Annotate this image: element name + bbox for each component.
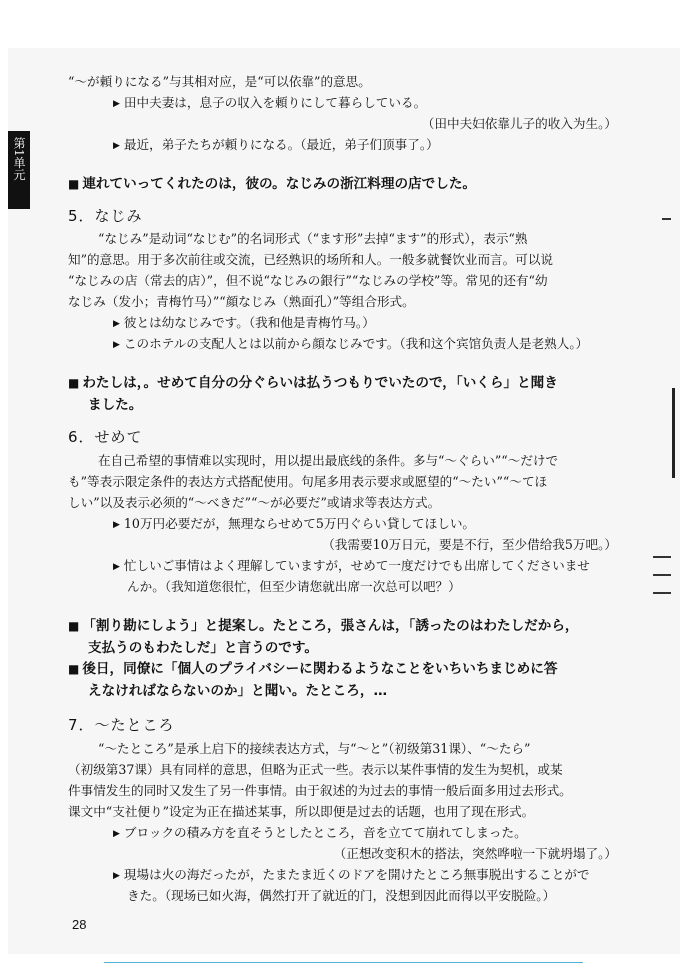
example-text: 最近，弟子たちが頼りになる。（最近，弟子们顶事了。） — [123, 137, 439, 152]
bottom-divider — [104, 962, 583, 963]
example-text: 田中夫妻は，息子の収入を頼りにして暮らしている。 — [123, 95, 427, 110]
example-text: 彼とは幼なじみです。（我和他是青梅竹马。） — [123, 315, 375, 330]
example-sentence — [113, 94, 673, 113]
text-line: 在自己希望的事情难以实现时，用以提出最底线的条件。多与“～ぐらい”“～だけで — [98, 453, 559, 468]
example-text: 現場は火の海だったが，たまたま近くのドアを開けたところ無事脱出することがで — [123, 867, 590, 882]
triangle-bullet-icon: ▶ — [113, 562, 120, 572]
scan-edge-mark — [653, 574, 671, 576]
page-number: 28 — [72, 917, 87, 932]
triangle-bullet-icon: ▶ — [113, 871, 120, 881]
square-bullet-icon: ■ — [68, 662, 80, 676]
key-sentence-continuation: 支払うのもわたしだ」と言うのです。 — [88, 640, 319, 656]
section-heading: 6．せめて — [68, 428, 143, 446]
triangle-bullet-icon: ▶ — [113, 829, 120, 839]
text-line: 知”的意思。用于多次前往或交流，已经熟识的场所和人。一般多就餐饮业而言。可以说 — [68, 252, 554, 267]
key-sentence-text: 「割り勘にしよう」と提案し。たところ，張さんは，「誘ったのはわたしだから， — [82, 618, 579, 634]
example-continuation: きた。（现场已如火海，偶然打开了就近的门，没想到因此而得以平安脱险。） — [127, 888, 556, 903]
chapter-tab — [8, 131, 30, 209]
example-text: 10万円必要だが，無理ならせめて5万円ぐらい貸してほしい。 — [123, 516, 476, 531]
key-sentence-text: わたしは，。せめて自分の分ぐらいは払うつもりでいたので，「いくら」と聞き — [82, 375, 558, 391]
triangle-bullet-icon: ▶ — [113, 520, 120, 530]
key-sentence — [68, 175, 628, 193]
triangle-bullet-icon: ▶ — [113, 340, 120, 350]
example-sentence — [113, 824, 673, 843]
example-sentence — [113, 557, 673, 576]
square-bullet-icon: ■ — [68, 619, 80, 633]
square-bullet-icon: ■ — [68, 376, 80, 390]
example-sentence — [113, 314, 673, 333]
key-sentence — [68, 617, 628, 635]
triangle-bullet-icon: ▶ — [113, 141, 120, 151]
text-line: “～が頼りになる”与其相对应，是“可以依靠”的意思。 — [68, 74, 371, 89]
square-bullet-icon: ■ — [68, 177, 80, 191]
text-line: しい”以及表示必须的“～べきだ”“～が必要だ”或请求等表达方式。 — [68, 495, 441, 510]
triangle-bullet-icon: ▶ — [113, 319, 120, 329]
scan-edge-mark — [653, 592, 671, 594]
key-sentence-text: 連れていってくれたのは，彼の。なじみの浙江料理の店でした。 — [82, 176, 477, 192]
text-line: （初级第37课）具有同样的意思，但略为正式一些。表示以某件事情的发生为契机，或某 — [68, 762, 563, 777]
section-heading: 7．～たところ — [68, 716, 175, 734]
key-sentence — [68, 374, 628, 392]
text-line: 件事情发生的同时又发生了另一件事情。由于叙述的为过去的事情一般后面多用过去形式。 — [68, 783, 572, 798]
key-sentence-continuation: ました。 — [88, 397, 143, 413]
translation-line: （正想改变积木的搭法，突然哗啦一下就坍塌了。） — [333, 846, 617, 861]
key-sentence-continuation: えなければならないのか」と聞い。たところ，… — [88, 683, 388, 699]
key-sentence-text: 後日，同僚に「個人のプライバシーに関わるようなことをいちいちまじめに答 — [82, 661, 558, 677]
triangle-bullet-icon: ▶ — [113, 99, 120, 109]
scan-edge-mark — [653, 556, 671, 558]
text-line: なじみ（发小；青梅竹马）”“顔なじみ（熟面孔）”等组合形式。 — [68, 294, 415, 309]
chapter-tab-text: 第1单元 — [12, 137, 26, 181]
example-sentence — [113, 515, 673, 534]
translation-line: （田中夫妇依靠儿子的收入为生。） — [421, 116, 617, 131]
example-sentence — [113, 866, 673, 885]
example-text: ブロックの積み方を直そうとしたところ，音を立てて崩れてしまった。 — [123, 825, 527, 840]
translation-line: （我需要10万日元，要是不行，至少借给我5万吧。） — [322, 537, 617, 552]
text-line: 课文中“支社便り”设定为正在描述某事，所以即便是过去的话题，也用了现在形式。 — [68, 804, 535, 819]
text-line: “なじみ”是动词“なじむ”的名词形式（“ます形”去掉“ます”的形式），表示“熟 — [98, 231, 528, 246]
scan-edge-mark — [672, 388, 675, 478]
key-sentence — [68, 660, 628, 678]
section-heading: 5．なじみ — [68, 207, 143, 225]
example-sentence — [113, 136, 673, 155]
text-line: “～たところ”是承上启下的接续表达方式，与“～と”（初级第31课）、“～たら” — [98, 741, 531, 756]
text-line: “なじみの店（常去的店）”，但不说“なじみの銀行”“なじみの学校”等。常见的还有“幼 — [68, 273, 548, 288]
scan-edge-mark — [662, 218, 671, 220]
text-line: も”等表示限定条件的表达方式搭配使用。句尾多用表示要求或愿望的“～たい”“～てほ — [68, 474, 548, 489]
example-text: このホテルの支配人とは以前から顔なじみです。（我和这个宾馆负责人是老熟人。） — [123, 336, 589, 351]
example-text: 忙しいご事情はよく理解していますが，せめて一度だけでも出席してくださいませ — [123, 558, 590, 573]
example-continuation: んか。（我知道您很忙，但至少请您就出席一次总可以吧？） — [127, 579, 461, 594]
example-sentence — [113, 335, 673, 354]
